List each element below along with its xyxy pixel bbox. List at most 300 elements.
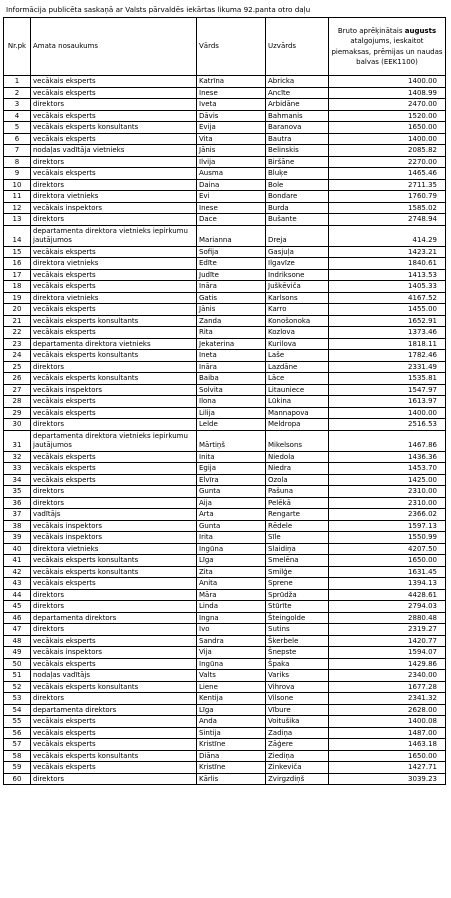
table-row <box>4 532 446 544</box>
cell-uzvards: Lūkina <box>266 396 329 408</box>
cell-summa: 2270.00 <box>329 156 446 168</box>
cell-uzvards: Abricka <box>266 76 329 88</box>
cell-vards: Dace <box>197 214 266 226</box>
cell-amats: vecākais eksperts <box>31 246 197 258</box>
cell-nr: 17 <box>4 269 31 281</box>
cell-uzvards: Ancīte <box>266 87 329 99</box>
cell-amats: vecākais eksperts konsultants <box>31 555 197 567</box>
cell-amats: vecākais eksperts <box>31 76 197 88</box>
table-row <box>4 474 446 486</box>
cell-vards: Evi <box>197 191 266 203</box>
header-bruto-month: augusts <box>404 26 437 35</box>
cell-nr: 36 <box>4 497 31 509</box>
cell-vards: Līga <box>197 555 266 567</box>
cell-summa: 1650.00 <box>329 122 446 134</box>
cell-uzvards: Zadiņa <box>266 727 329 739</box>
cell-amats: direktors <box>31 693 197 705</box>
cell-vards: Mārtiņš <box>197 430 266 451</box>
table-row <box>4 520 446 532</box>
cell-uzvards: Lazdāne <box>266 361 329 373</box>
cell-amats: vecākais eksperts <box>31 304 197 316</box>
cell-amats: vecākais eksperts <box>31 578 197 590</box>
cell-uzvards: Ziediņa <box>266 750 329 762</box>
table-row <box>4 612 446 624</box>
cell-nr: 23 <box>4 338 31 350</box>
cell-amats: vecākais eksperts konsultants <box>31 750 197 762</box>
cell-vards: Iveta <box>197 99 266 111</box>
header-row <box>4 18 446 76</box>
table-row <box>4 578 446 590</box>
cell-amats: vecākais eksperts <box>31 133 197 145</box>
cell-vards: Līga <box>197 704 266 716</box>
cell-summa: 1373.46 <box>329 327 446 339</box>
cell-summa: 2880.48 <box>329 612 446 624</box>
cell-nr: 32 <box>4 451 31 463</box>
table-row <box>4 110 446 122</box>
cell-summa: 1463.18 <box>329 739 446 751</box>
cell-vards: Solvita <box>197 384 266 396</box>
cell-vards: Irita <box>197 532 266 544</box>
cell-amats: departamenta direktors <box>31 704 197 716</box>
cell-uzvards: Bahmanis <box>266 110 329 122</box>
cell-vards: Katrīna <box>197 76 266 88</box>
cell-summa: 2085.82 <box>329 145 446 157</box>
cell-uzvards: Gasjuļa <box>266 246 329 258</box>
cell-summa: 1423.21 <box>329 246 446 258</box>
table-row <box>4 246 446 258</box>
cell-vards: Edīte <box>197 258 266 270</box>
cell-summa: 1487.00 <box>329 727 446 739</box>
cell-uzvards: Vībure <box>266 704 329 716</box>
cell-nr: 4 <box>4 110 31 122</box>
cell-uzvards: Šnepste <box>266 647 329 659</box>
cell-amats: vecākais eksperts konsultants <box>31 373 197 385</box>
cell-uzvards: Kozlova <box>266 327 329 339</box>
table-row <box>4 555 446 567</box>
cell-summa: 1650.00 <box>329 555 446 567</box>
cell-uzvards: Vilsone <box>266 693 329 705</box>
table-row <box>4 486 446 498</box>
cell-nr: 34 <box>4 474 31 486</box>
table-row <box>4 497 446 509</box>
cell-summa: 414.29 <box>329 225 446 246</box>
cell-vards: Jānis <box>197 304 266 316</box>
cell-amats: vecākais inspektors <box>31 520 197 532</box>
cell-vards: Ivo <box>197 624 266 636</box>
cell-summa: 1631.45 <box>329 566 446 578</box>
cell-uzvards: Pelēkā <box>266 497 329 509</box>
cell-amats: vecākais eksperts <box>31 451 197 463</box>
cell-vards: Ilona <box>197 396 266 408</box>
cell-vards: Sandra <box>197 635 266 647</box>
cell-amats: vecākais eksperts <box>31 762 197 774</box>
header-uzvards: Uzvārds <box>266 18 329 76</box>
cell-amats: vecākais inspektors <box>31 384 197 396</box>
table-row <box>4 693 446 705</box>
table-row <box>4 396 446 408</box>
cell-amats: direktora vietnieks <box>31 258 197 270</box>
cell-uzvards: Variks <box>266 670 329 682</box>
cell-summa: 1760.79 <box>329 191 446 203</box>
table-row <box>4 315 446 327</box>
table-row <box>4 509 446 521</box>
table-row <box>4 566 446 578</box>
table-row <box>4 145 446 157</box>
cell-amats: direktors <box>31 486 197 498</box>
cell-vards: Inita <box>197 451 266 463</box>
cell-vards: Inese <box>197 87 266 99</box>
cell-uzvards: Laše <box>266 350 329 362</box>
table-row <box>4 681 446 693</box>
cell-vards: Daina <box>197 179 266 191</box>
cell-nr: 10 <box>4 179 31 191</box>
cell-summa: 1547.97 <box>329 384 446 396</box>
cell-nr: 39 <box>4 532 31 544</box>
cell-amats: vecākais eksperts konsultants <box>31 122 197 134</box>
cell-vards: Ineta <box>197 350 266 362</box>
cell-vards: Kristīne <box>197 739 266 751</box>
cell-amats: direktors <box>31 624 197 636</box>
table-row <box>4 202 446 214</box>
table-row <box>4 179 446 191</box>
cell-uzvards: Sprene <box>266 578 329 590</box>
cell-uzvards: Špaka <box>266 658 329 670</box>
cell-uzvards: Rēdele <box>266 520 329 532</box>
cell-amats: vecākais eksperts <box>31 658 197 670</box>
table-row <box>4 750 446 762</box>
cell-uzvards: Niedola <box>266 451 329 463</box>
cell-uzvards: Burda <box>266 202 329 214</box>
cell-summa: 1535.81 <box>329 373 446 385</box>
cell-amats: vecākais eksperts konsultants <box>31 350 197 362</box>
cell-uzvards: Biršāne <box>266 156 329 168</box>
cell-vards: Valts <box>197 670 266 682</box>
table-row <box>4 168 446 180</box>
cell-summa: 1425.00 <box>329 474 446 486</box>
cell-amats: vecākais eksperts konsultants <box>31 566 197 578</box>
cell-summa: 1400.00 <box>329 133 446 145</box>
cell-uzvards: Voitušika <box>266 716 329 728</box>
table-row <box>4 281 446 293</box>
cell-amats: departamenta direktora vietnieks iepirkumu jautājumos <box>31 225 197 246</box>
cell-vards: Sofija <box>197 246 266 258</box>
cell-nr: 57 <box>4 739 31 751</box>
header-vards: Vārds <box>197 18 266 76</box>
cell-amats: departamenta direktora vietnieks iepirkumu jautājumos <box>31 430 197 451</box>
cell-nr: 14 <box>4 225 31 246</box>
cell-nr: 18 <box>4 281 31 293</box>
cell-summa: 1520.00 <box>329 110 446 122</box>
cell-amats: direktors <box>31 773 197 785</box>
cell-nr: 42 <box>4 566 31 578</box>
cell-uzvards: Indriksone <box>266 269 329 281</box>
cell-amats: vadītājs <box>31 509 197 521</box>
cell-summa: 1400.08 <box>329 716 446 728</box>
salary-table <box>3 17 446 785</box>
cell-uzvards: Litauniece <box>266 384 329 396</box>
table-row <box>4 704 446 716</box>
cell-vards: Ināra <box>197 281 266 293</box>
cell-amats: vecākais eksperts <box>31 474 197 486</box>
cell-amats: vecākais eksperts konsultants <box>31 681 197 693</box>
cell-uzvards: Šteingolde <box>266 612 329 624</box>
cell-nr: 33 <box>4 463 31 475</box>
table-row <box>4 225 446 246</box>
cell-uzvards: Kurilova <box>266 338 329 350</box>
page-title: Informācija publicēta saskaņā ar Valsts pārvaldēs iekārtas likuma 92.panta otro daļu <box>6 5 311 14</box>
cell-vards: Arta <box>197 509 266 521</box>
cell-amats: direktora vietnieks <box>31 292 197 304</box>
cell-uzvards: Zinkeviča <box>266 762 329 774</box>
cell-nr: 60 <box>4 773 31 785</box>
cell-nr: 38 <box>4 520 31 532</box>
cell-uzvards: Karro <box>266 304 329 316</box>
cell-amats: nodaļas vadītāja vietnieks <box>31 145 197 157</box>
cell-summa: 2366.02 <box>329 509 446 521</box>
cell-vards: Gatis <box>197 292 266 304</box>
cell-vards: Sintija <box>197 727 266 739</box>
cell-summa: 1677.28 <box>329 681 446 693</box>
cell-nr: 55 <box>4 716 31 728</box>
table-row <box>4 214 446 226</box>
cell-summa: 1840.61 <box>329 258 446 270</box>
cell-vards: Aija <box>197 497 266 509</box>
cell-nr: 25 <box>4 361 31 373</box>
cell-uzvards: Bondare <box>266 191 329 203</box>
cell-uzvards: Bautra <box>266 133 329 145</box>
cell-amats: vecākais eksperts <box>31 739 197 751</box>
cell-nr: 45 <box>4 601 31 613</box>
cell-uzvards: Zāģere <box>266 739 329 751</box>
table-row <box>4 635 446 647</box>
cell-summa: 1550.99 <box>329 532 446 544</box>
cell-vards: Marianna <box>197 225 266 246</box>
table-row <box>4 762 446 774</box>
cell-nr: 30 <box>4 419 31 431</box>
cell-nr: 13 <box>4 214 31 226</box>
cell-nr: 21 <box>4 315 31 327</box>
cell-vards: Jānis <box>197 145 266 157</box>
cell-nr: 52 <box>4 681 31 693</box>
cell-nr: 35 <box>4 486 31 498</box>
cell-nr: 51 <box>4 670 31 682</box>
table-row <box>4 361 446 373</box>
cell-uzvards: Pašuna <box>266 486 329 498</box>
cell-vards: Rita <box>197 327 266 339</box>
cell-nr: 50 <box>4 658 31 670</box>
cell-vards: Zita <box>197 566 266 578</box>
cell-vards: Māra <box>197 589 266 601</box>
cell-vards: Evija <box>197 122 266 134</box>
cell-amats: vecākais eksperts <box>31 281 197 293</box>
table-row <box>4 658 446 670</box>
cell-uzvards: Konošonoka <box>266 315 329 327</box>
cell-nr: 37 <box>4 509 31 521</box>
cell-amats: direktors <box>31 361 197 373</box>
cell-summa: 1453.70 <box>329 463 446 475</box>
cell-nr: 6 <box>4 133 31 145</box>
cell-nr: 58 <box>4 750 31 762</box>
cell-summa: 2628.00 <box>329 704 446 716</box>
cell-nr: 44 <box>4 589 31 601</box>
cell-amats: direktors <box>31 214 197 226</box>
cell-uzvards: Bole <box>266 179 329 191</box>
cell-uzvards: Smelēna <box>266 555 329 567</box>
cell-nr: 43 <box>4 578 31 590</box>
cell-vards: Vija <box>197 647 266 659</box>
cell-vards: Ināra <box>197 361 266 373</box>
cell-vards: Kristīne <box>197 762 266 774</box>
cell-summa: 1782.46 <box>329 350 446 362</box>
cell-vards: Ingūna <box>197 658 266 670</box>
cell-vards: Elvīra <box>197 474 266 486</box>
cell-summa: 4428.61 <box>329 589 446 601</box>
cell-vards: Diāna <box>197 750 266 762</box>
cell-uzvards: Škerbele <box>266 635 329 647</box>
cell-vards: Liene <box>197 681 266 693</box>
cell-summa: 1613.97 <box>329 396 446 408</box>
cell-vards: Linda <box>197 601 266 613</box>
cell-uzvards: Vihrova <box>266 681 329 693</box>
cell-summa: 2319.27 <box>329 624 446 636</box>
cell-uzvards: Juškēviča <box>266 281 329 293</box>
cell-amats: vecākais eksperts <box>31 407 197 419</box>
cell-uzvards: Lāce <box>266 373 329 385</box>
cell-vards: Kārlis <box>197 773 266 785</box>
cell-amats: direktors <box>31 497 197 509</box>
cell-nr: 47 <box>4 624 31 636</box>
cell-amats: direktors <box>31 156 197 168</box>
cell-summa: 1408.99 <box>329 87 446 99</box>
cell-amats: direktors <box>31 179 197 191</box>
table-row <box>4 122 446 134</box>
cell-nr: 28 <box>4 396 31 408</box>
cell-nr: 9 <box>4 168 31 180</box>
cell-summa: 1652.91 <box>329 315 446 327</box>
cell-nr: 16 <box>4 258 31 270</box>
cell-amats: direktors <box>31 99 197 111</box>
header-amats: Amata nosaukums <box>31 18 197 76</box>
cell-summa: 2341.32 <box>329 693 446 705</box>
cell-summa: 1818.11 <box>329 338 446 350</box>
cell-amats: vecākais eksperts <box>31 87 197 99</box>
header-bruto-pre: Bruto aprēķinātais <box>337 26 405 35</box>
cell-nr: 12 <box>4 202 31 214</box>
cell-amats: direktora vietnieks <box>31 543 197 555</box>
cell-nr: 54 <box>4 704 31 716</box>
cell-nr: 7 <box>4 145 31 157</box>
cell-nr: 40 <box>4 543 31 555</box>
cell-summa: 1465.46 <box>329 168 446 180</box>
cell-uzvards: Mannapova <box>266 407 329 419</box>
cell-vards: Ilvija <box>197 156 266 168</box>
table-row <box>4 589 446 601</box>
cell-amats: vecākais eksperts <box>31 716 197 728</box>
cell-uzvards: Dreja <box>266 225 329 246</box>
table-row <box>4 543 446 555</box>
cell-uzvards: Belinskis <box>266 145 329 157</box>
table-row <box>4 601 446 613</box>
cell-uzvards: Meldropa <box>266 419 329 431</box>
cell-vards: Egija <box>197 463 266 475</box>
cell-amats: vecākais inspektors <box>31 532 197 544</box>
cell-vards: Baiba <box>197 373 266 385</box>
table-row <box>4 451 446 463</box>
table-row <box>4 338 446 350</box>
table-row <box>4 99 446 111</box>
cell-amats: vecākais eksperts <box>31 269 197 281</box>
cell-nr: 15 <box>4 246 31 258</box>
cell-vards: Ausma <box>197 168 266 180</box>
cell-amats: direktors <box>31 601 197 613</box>
cell-nr: 53 <box>4 693 31 705</box>
table-row <box>4 327 446 339</box>
cell-summa: 2516.53 <box>329 419 446 431</box>
cell-amats: vecākais eksperts konsultants <box>31 315 197 327</box>
table-row <box>4 269 446 281</box>
cell-summa: 1427.71 <box>329 762 446 774</box>
cell-nr: 24 <box>4 350 31 362</box>
cell-amats: vecākais eksperts <box>31 727 197 739</box>
cell-nr: 22 <box>4 327 31 339</box>
cell-summa: 1436.36 <box>329 451 446 463</box>
cell-summa: 3039.23 <box>329 773 446 785</box>
cell-amats: direktors <box>31 589 197 601</box>
cell-vards: Ingna <box>197 612 266 624</box>
cell-nr: 2 <box>4 87 31 99</box>
cell-nr: 29 <box>4 407 31 419</box>
table-row <box>4 350 446 362</box>
cell-summa: 1400.00 <box>329 407 446 419</box>
cell-summa: 2470.00 <box>329 99 446 111</box>
cell-summa: 1413.53 <box>329 269 446 281</box>
cell-summa: 4207.50 <box>329 543 446 555</box>
cell-nr: 31 <box>4 430 31 451</box>
table-row <box>4 76 446 88</box>
table-row <box>4 739 446 751</box>
cell-summa: 2310.00 <box>329 486 446 498</box>
cell-vards: Lelde <box>197 419 266 431</box>
cell-summa: 2331.49 <box>329 361 446 373</box>
cell-nr: 20 <box>4 304 31 316</box>
cell-summa: 2794.03 <box>329 601 446 613</box>
table-row <box>4 384 446 396</box>
cell-uzvards: Niedra <box>266 463 329 475</box>
cell-nr: 49 <box>4 647 31 659</box>
cell-nr: 27 <box>4 384 31 396</box>
cell-amats: vecākais eksperts <box>31 168 197 180</box>
header-nr: Nr.pk <box>4 18 31 76</box>
cell-uzvards: Ozola <box>266 474 329 486</box>
cell-vards: Zanda <box>197 315 266 327</box>
cell-summa: 2711.35 <box>329 179 446 191</box>
table-row <box>4 133 446 145</box>
cell-uzvards: Sutins <box>266 624 329 636</box>
cell-amats: direktors <box>31 419 197 431</box>
cell-uzvards: Smilģe <box>266 566 329 578</box>
cell-summa: 1405.33 <box>329 281 446 293</box>
cell-summa: 4167.52 <box>329 292 446 304</box>
cell-uzvards: Baranova <box>266 122 329 134</box>
cell-vards: Dāvis <box>197 110 266 122</box>
cell-nr: 1 <box>4 76 31 88</box>
table-row <box>4 373 446 385</box>
cell-vards: Gunta <box>197 520 266 532</box>
table-row <box>4 258 446 270</box>
cell-amats: vecākais eksperts <box>31 396 197 408</box>
table-row <box>4 463 446 475</box>
cell-vards: Judīte <box>197 269 266 281</box>
